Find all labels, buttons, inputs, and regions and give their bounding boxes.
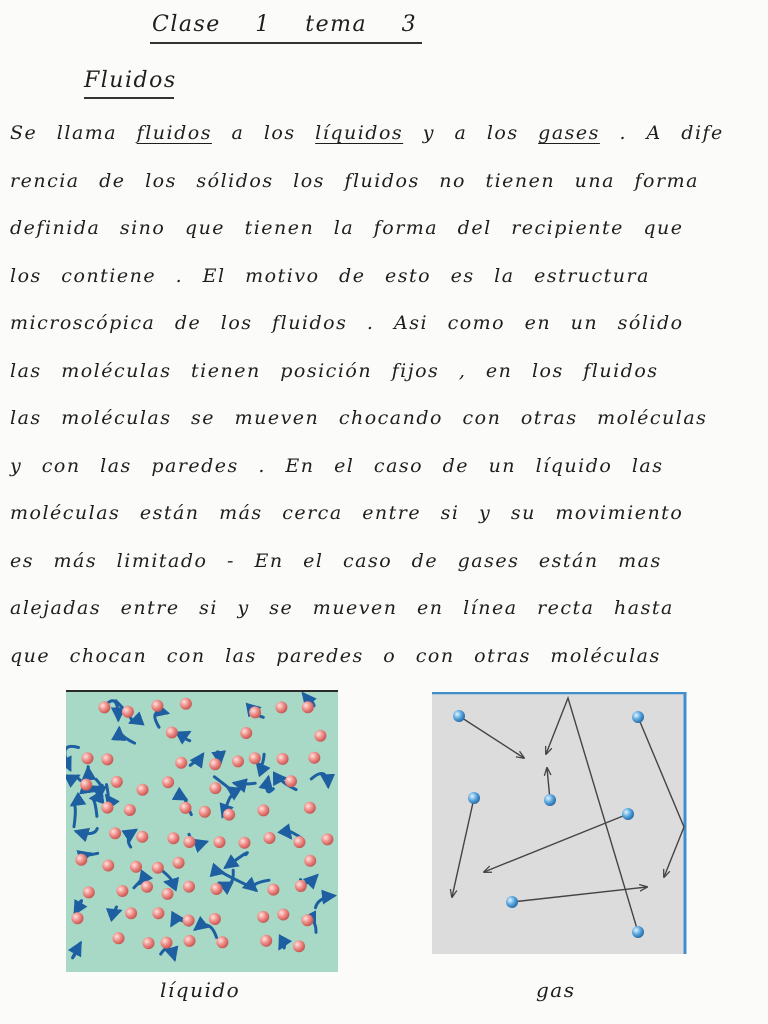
liquid-molecule	[151, 700, 163, 712]
page-title: Fluidos	[84, 68, 177, 93]
liquid-molecule	[101, 802, 113, 814]
liquid-molecule	[304, 802, 316, 814]
liquid-molecule	[249, 752, 261, 764]
text-line-10: es más limitado - En el caso de gases están mas	[10, 549, 662, 572]
text-line-6: las moléculas tienen posición fijos , en los fluidos	[10, 359, 659, 382]
liquid-molecule	[83, 886, 95, 898]
liquid-motion-arrow	[86, 853, 98, 855]
liquid-molecule	[293, 836, 305, 848]
liquid-molecule	[302, 701, 314, 713]
text-line-11: alejadas entre si y se mueven en línea recta hasta	[10, 597, 674, 619]
header-text: Clase 1 tema 3	[152, 12, 418, 37]
gas-molecule	[453, 710, 465, 722]
liquid-molecule	[216, 936, 228, 948]
body-text	[10, 118, 756, 688]
liquid-molecule	[180, 698, 192, 710]
gas-container	[432, 692, 686, 954]
liquid-molecule	[214, 836, 226, 848]
liquid-molecule	[80, 779, 92, 791]
liquid-molecule	[161, 937, 173, 949]
text-line-3: definida sino que tienen la forma del recipiente que	[10, 217, 684, 239]
liquid-molecule	[257, 804, 269, 816]
liquid-molecule	[152, 862, 164, 874]
gas-molecule	[544, 794, 556, 806]
text-line-7: las moléculas se mueven chocando con otras moléculas	[10, 407, 708, 429]
liquid-molecule	[122, 706, 134, 718]
liquid-molecule	[183, 836, 195, 848]
liquid-molecule	[304, 855, 316, 867]
liquid-molecule	[130, 861, 142, 873]
liquid-molecule	[301, 914, 313, 926]
liquid-caption: líquido	[160, 978, 241, 1002]
liquid-molecule	[240, 727, 252, 739]
gas-molecules-illustration	[432, 692, 688, 954]
liquid-molecule	[113, 932, 125, 944]
liquid-motion-arrow	[88, 767, 89, 776]
liquid-molecule	[175, 757, 187, 769]
liquid-molecule	[136, 831, 148, 843]
liquid-molecule	[75, 854, 87, 866]
liquid-molecule	[184, 935, 196, 947]
liquid-molecule	[293, 940, 305, 952]
text-line-2: rencia de los sólidos los fluidos no tienen una forma	[10, 169, 699, 192]
text-line-5: microscópica de los fluidos . Asi como en un sólido	[10, 312, 684, 334]
text-line-4: los contiene . El motivo de esto es la estructura	[10, 264, 650, 287]
liquid-molecule	[137, 784, 149, 796]
liquid-molecule	[209, 782, 221, 794]
liquid-molecule	[72, 912, 84, 924]
liquid-molecule	[295, 880, 307, 892]
liquid-molecule	[98, 701, 110, 713]
liquid-molecules-illustration	[66, 690, 338, 972]
liquid-molecule	[321, 833, 333, 845]
liquid-molecule	[314, 730, 326, 742]
liquid-molecule	[109, 827, 121, 839]
line-1-pre: Se llama	[10, 122, 137, 144]
liquid-molecule	[275, 701, 287, 713]
liquid-molecule	[124, 804, 136, 816]
gas-molecule	[506, 896, 518, 908]
term-gases: gases	[538, 122, 600, 144]
liquid-molecule	[82, 752, 94, 764]
liquid-container	[66, 690, 338, 972]
liquid-molecule	[183, 881, 195, 893]
liquid-molecule	[166, 727, 178, 739]
text-line-8: y con las paredes . En el caso de un líquido las	[10, 454, 664, 477]
text-line-9: moléculas están más cerca entre si y su movimiento	[10, 502, 684, 524]
gas-molecule	[632, 711, 644, 723]
line-1-post: . A dife	[599, 122, 724, 144]
term-liquidos: líquidos	[315, 122, 404, 144]
liquid-molecule	[308, 752, 320, 764]
liquid-molecule	[285, 775, 297, 787]
liquid-molecule	[116, 885, 128, 897]
liquid-molecule	[211, 883, 223, 895]
liquid-molecule	[223, 809, 235, 821]
gas-molecule	[632, 926, 644, 938]
line-1-mid1: a los	[211, 122, 316, 144]
text-line-12: que chocan con las paredes o con otras moléculas	[10, 644, 661, 667]
title-underline	[84, 97, 174, 99]
liquid-molecule	[209, 913, 221, 925]
liquid-molecule	[125, 907, 137, 919]
gas-molecule	[468, 792, 480, 804]
liquid-molecule	[173, 857, 185, 869]
gas-caption: gas	[536, 978, 576, 1002]
title-block	[84, 68, 177, 99]
liquid-molecule	[167, 832, 179, 844]
liquid-molecule	[264, 832, 276, 844]
text-line-1	[10, 118, 756, 166]
liquid-molecule	[162, 888, 174, 900]
line-1-mid2: y a los	[403, 122, 539, 144]
term-fluidos: fluidos	[136, 122, 212, 144]
liquid-molecule	[101, 753, 113, 765]
liquid-molecule	[257, 911, 269, 923]
page-header	[150, 10, 422, 46]
liquid-molecule	[199, 806, 211, 818]
liquid-molecule	[277, 753, 289, 765]
liquid-molecule	[239, 837, 251, 849]
liquid-molecule	[249, 706, 261, 718]
liquid-molecule	[183, 915, 195, 927]
header-underline	[150, 42, 422, 44]
liquid-motion-arrow	[235, 783, 256, 784]
liquid-molecule	[277, 909, 289, 921]
liquid-molecule	[162, 776, 174, 788]
liquid-molecule	[209, 758, 221, 770]
gas-molecule	[622, 808, 634, 820]
liquid-molecule	[152, 907, 164, 919]
liquid-molecule	[141, 881, 153, 893]
liquid-molecule	[180, 802, 192, 814]
liquid-molecule	[260, 935, 272, 947]
liquid-molecule	[102, 860, 114, 872]
liquid-molecule	[111, 776, 123, 788]
liquid-molecule	[267, 884, 279, 896]
liquid-motion-arrow	[107, 785, 109, 797]
liquid-molecule	[143, 937, 155, 949]
liquid-molecule	[232, 755, 244, 767]
